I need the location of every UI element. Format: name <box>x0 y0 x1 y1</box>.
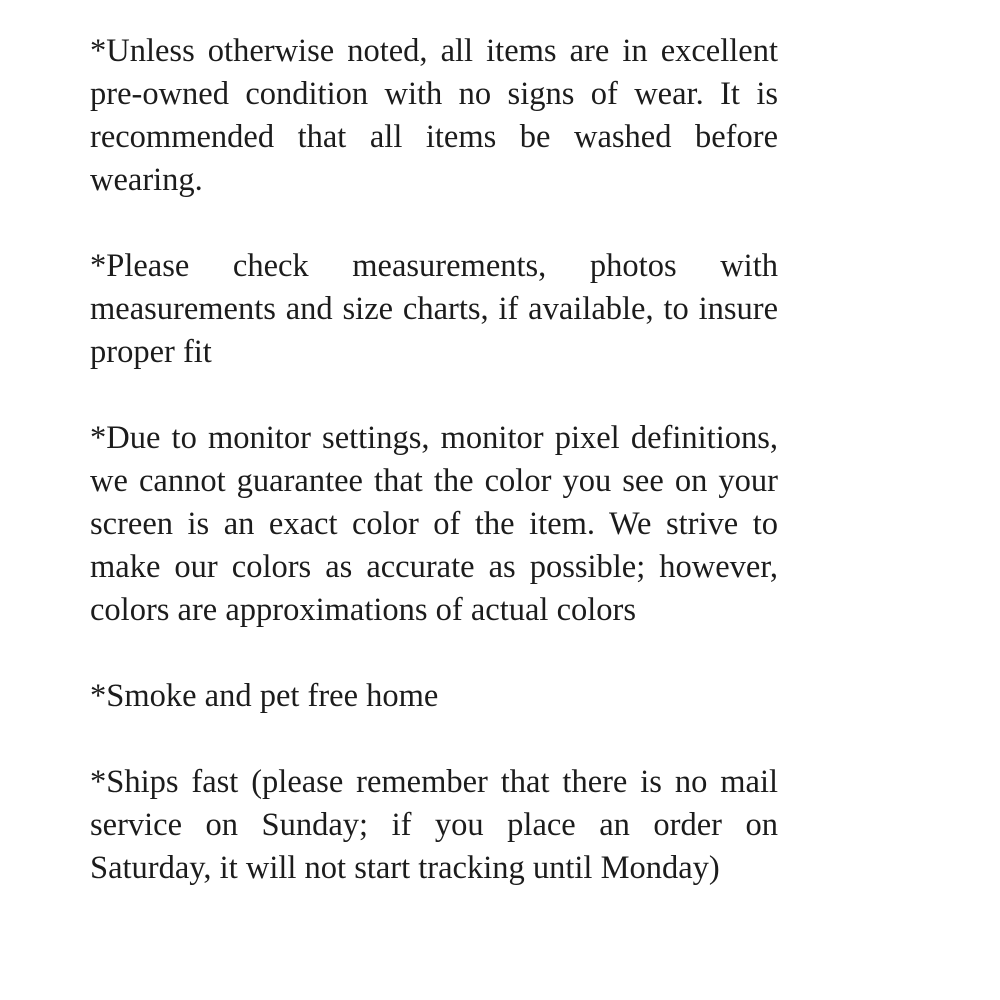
policy-notes <box>90 30 778 890</box>
note-color-disclaimer: *Due to monitor settings, monitor pixel definitions, we cannot guarantee that the color you see on your screen is an exact color of the item. We strive to make our colors as accurate as possible; however, colors are approximations of actual colors <box>90 420 778 628</box>
note-shipping: *Ships fast (please remember that there is no mail service on Sunday; if you place an order on Saturday, it will not start tracking until Monday) <box>90 764 778 886</box>
note-measurements: *Please check measurements, photos with measurements and size charts, if available, to insure proper fit <box>90 248 778 370</box>
note-smoke-pet-free: *Smoke and pet free home <box>90 678 439 714</box>
note-condition: *Unless otherwise noted, all items are in excellent pre-owned condition with no signs of wear. It is recommended that all items be washed before wearing. <box>90 33 778 198</box>
